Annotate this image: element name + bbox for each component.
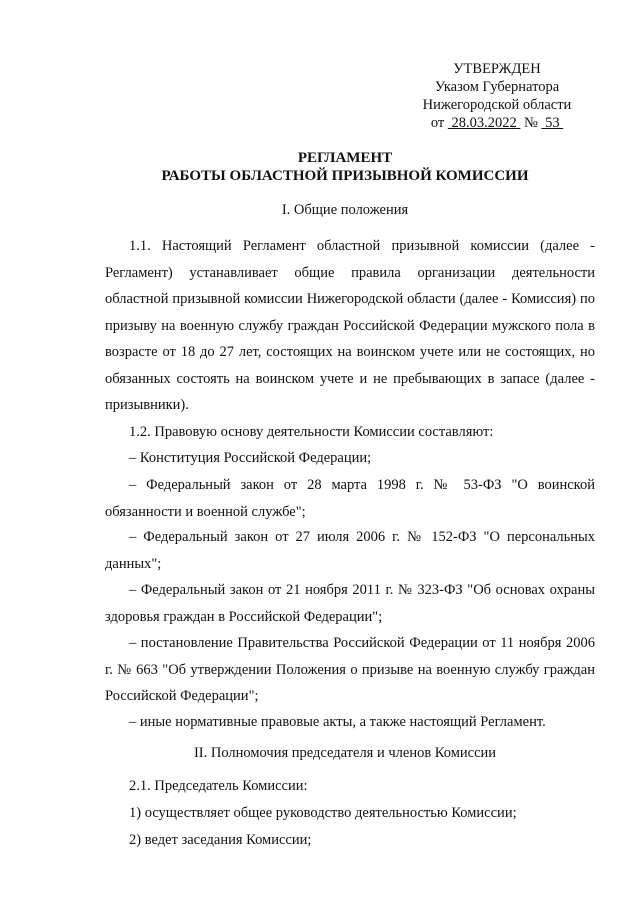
approval-decree: Указом Губернатора (434, 79, 560, 95)
title-line-1: РЕГЛАМЕНТ (297, 150, 393, 166)
paragraph-2-1: 2.1. Председатель Комиссии: (129, 778, 308, 794)
legal-basis-item-1: – Конституция Российской Федерации; (129, 450, 372, 466)
date-prefix: от (430, 115, 445, 131)
legal-basis-item-3: – Федеральный закон от 27 июля 2006 г. № 152-ФЗ "О персональных данных"; (105, 529, 595, 572)
legal-basis-item-5: – постановление Правительства Российской Федерации от 11 ноября 2006 г. № 663 "Об утверждении Положения о призыве на военную службу граждан Российской Федерации"; (105, 635, 595, 704)
document-title (60, 149, 630, 185)
approval-stamp (412, 60, 582, 132)
legal-basis-item-4: – Федеральный закон от 21 ноября 2011 г. № 323-ФЗ "Об основах охраны здоровья граждан в Российской Федерации"; (105, 582, 595, 625)
chairman-duty-2: 2) ведет заседания Комиссии; (129, 832, 312, 848)
title-line-2: РАБОТЫ ОБЛАСТНОЙ ПРИЗЫВНОЙ КОМИССИИ (161, 168, 529, 184)
approval-number: 53 (545, 115, 560, 131)
approval-heading: УТВЕРЖДЕН (453, 61, 541, 77)
section-1-heading: I. Общие положения (281, 202, 409, 218)
approval-date-line (412, 114, 582, 132)
number-prefix: № (523, 115, 538, 131)
approval-region: Нижегородской области (422, 97, 572, 113)
chairman-duty-1: 1) осуществляет общее руководство деятельностью Комиссии; (129, 805, 517, 821)
approval-date: 28.03.2022 (451, 115, 517, 131)
paragraph-1-1: 1.1. Настоящий Регламент областной призывной комиссии (далее - Регламент) устанавливает общие правила организации деятельности областной призывной комиссии Нижегородской области (далее - Комиссия) по призыву на военную службу граждан Российской Федерации мужского пола в возрасте от 18 до 27 лет, состоящих на воинском учете или не состоящих, но обязанных состоять на воинском учете и не пребывающих в запасе (далее - призывники). (105, 238, 595, 413)
legal-basis-item-2: – Федеральный закон от 28 марта 1998 г. № 53-ФЗ "О воинской обязанности и военной службе"; (105, 477, 595, 520)
paragraph-1-2: 1.2. Правовую основу деятельности Комиссии составляют: (129, 424, 494, 440)
legal-basis-item-6: – иные нормативные правовые акты, а также настоящий Регламент. (129, 714, 546, 730)
section-2-heading: II. Полномочия председателя и членов Комиссии (193, 745, 497, 761)
